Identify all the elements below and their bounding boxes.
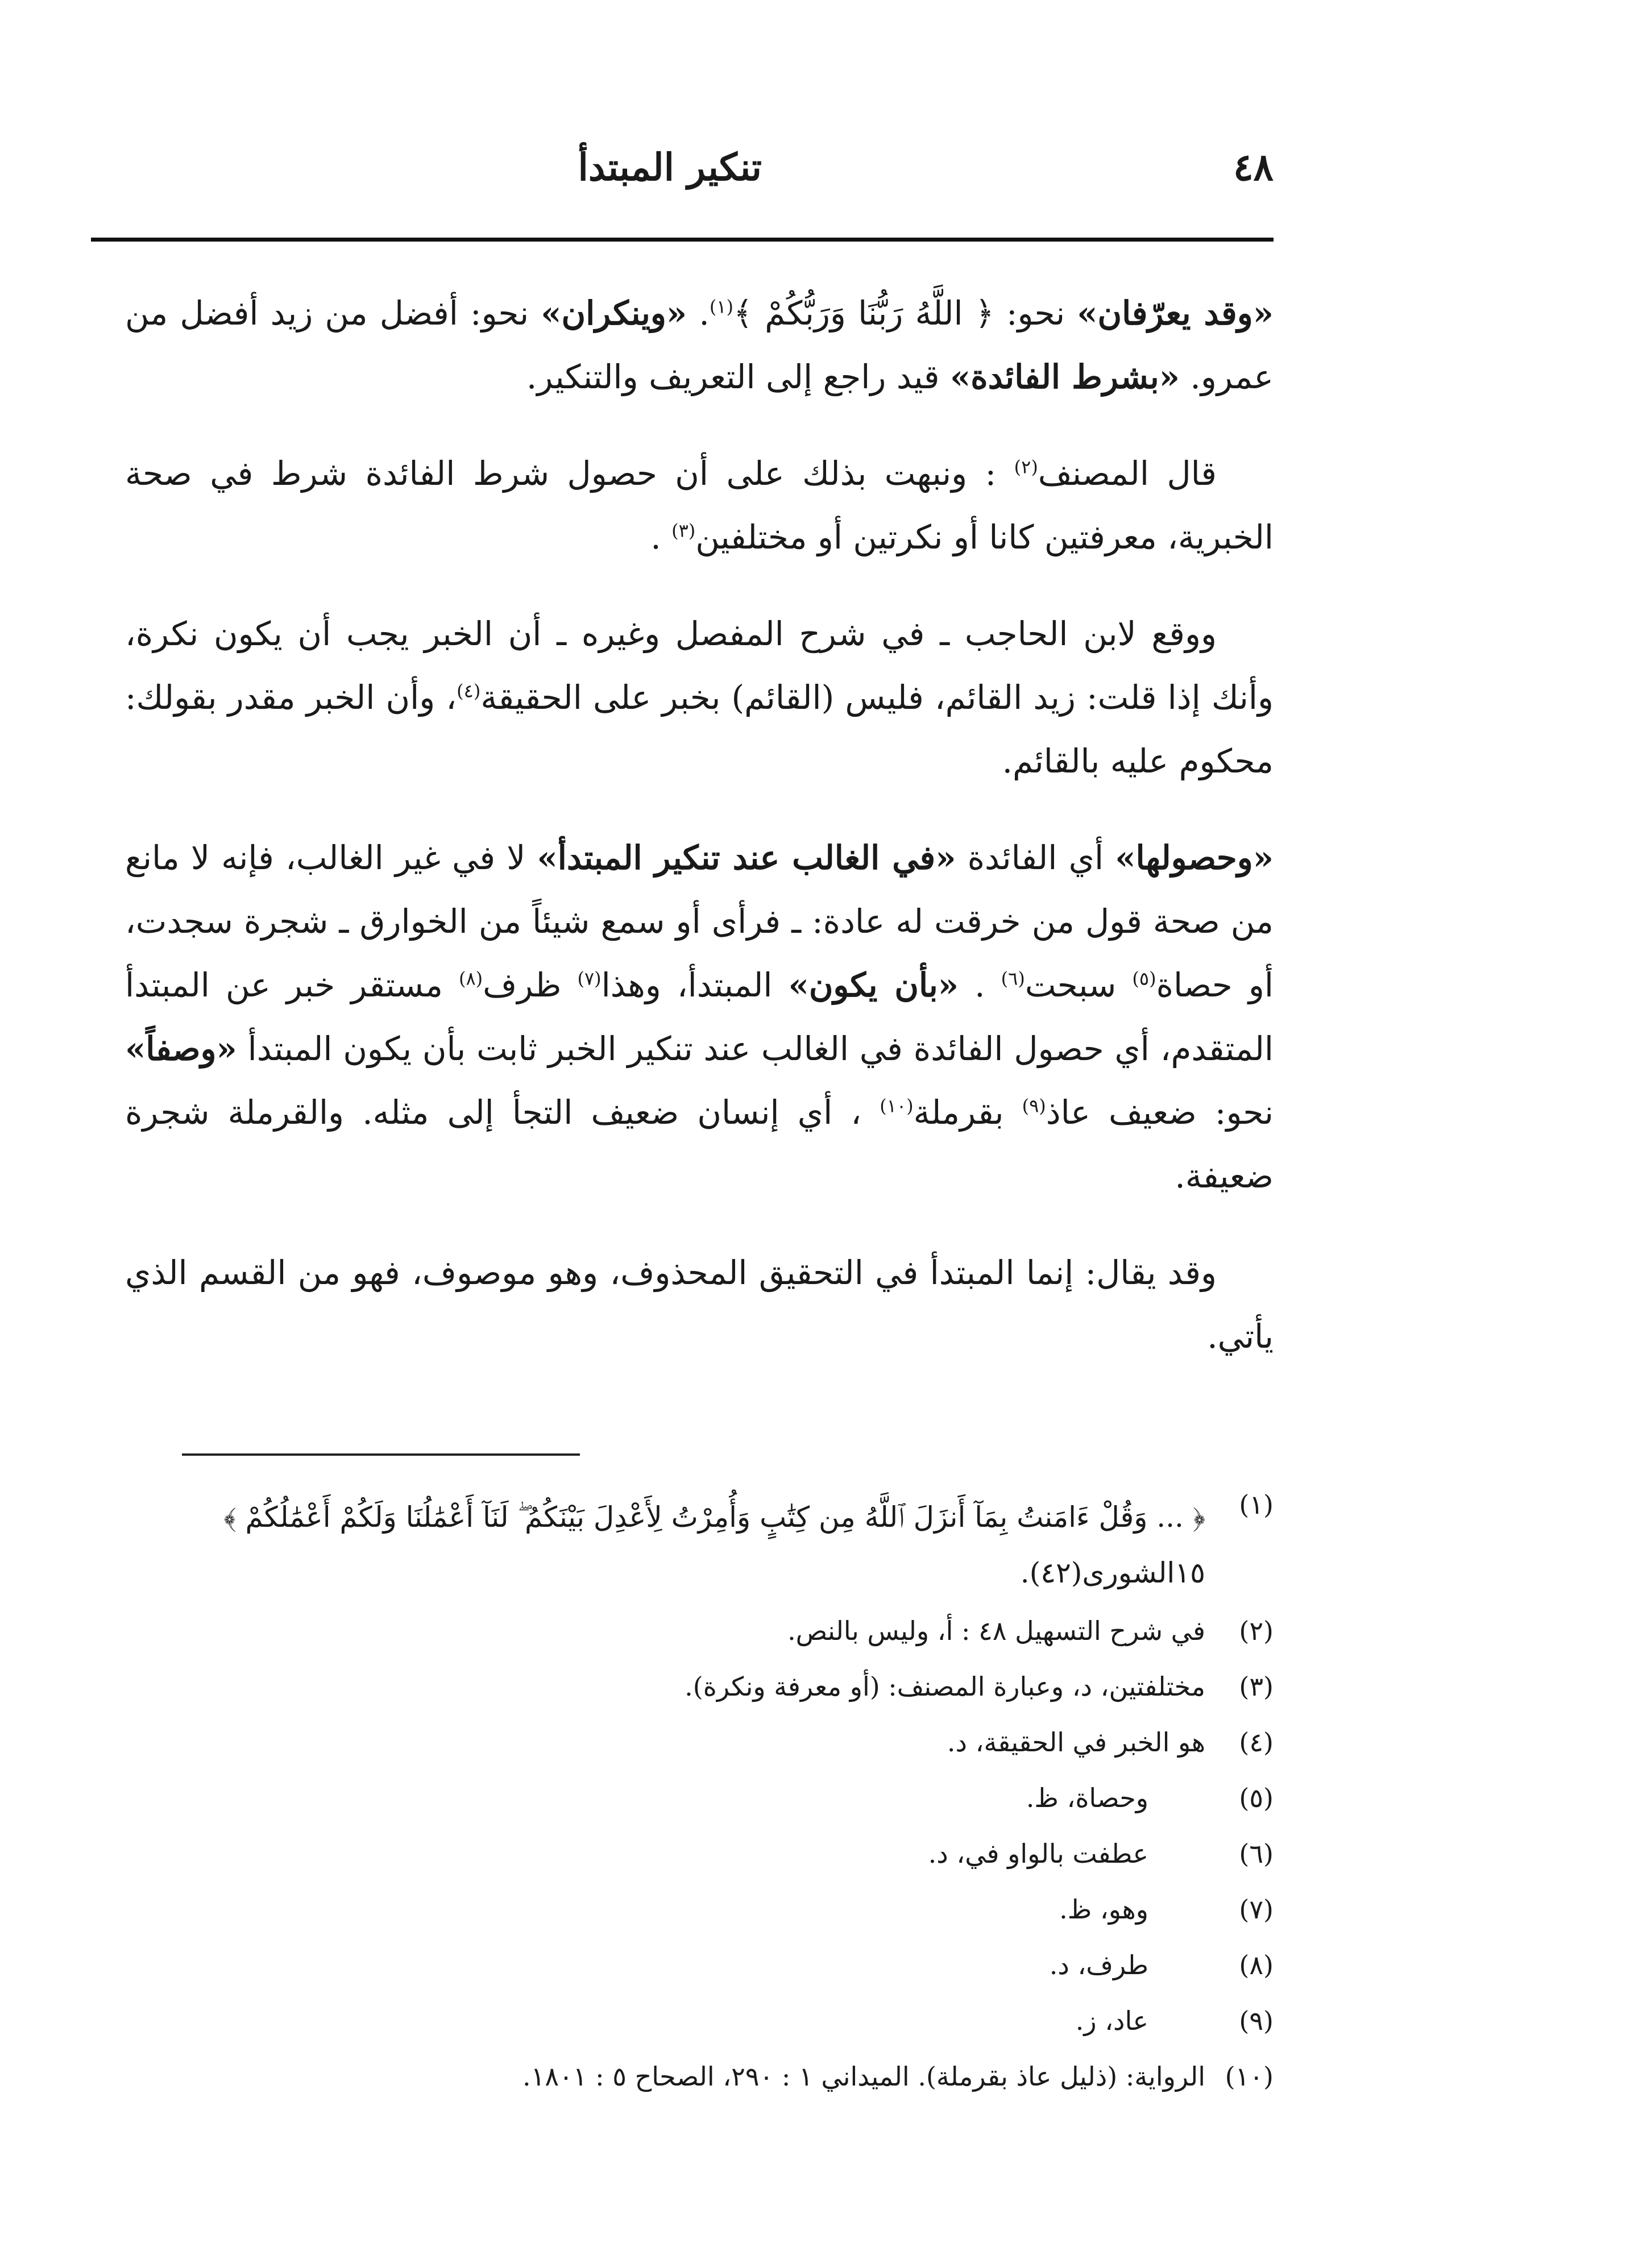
footnote-text: عطفت بالواو في، د.	[928, 1838, 1148, 1869]
bold-text-run: «في الغالب عند تنكير المبتدأ»	[537, 838, 956, 877]
text-run: .	[687, 294, 710, 333]
footnote-text: الرواية: (ذليل عاذ بقرملة). الميداني ١ : ٢٩٠، الصحاح ٥ : ١٨٠١.	[522, 2061, 1205, 2092]
footnote	[125, 1659, 1274, 1714]
text-run: ظرف	[483, 966, 578, 1004]
footnote-number: (٨)	[1239, 1950, 1274, 1980]
footnote-ref: (٢)	[1014, 456, 1038, 478]
footnote-text: وحصاة، ظ.	[1026, 1783, 1148, 1813]
footnote-ref: (٤)	[457, 680, 481, 702]
text-run: نحو: ضعيف عاذ	[1046, 1093, 1274, 1132]
paragraph	[125, 442, 1274, 569]
text-run: : ونبهت بذلك على أن حصول شرط الفائدة شرط في صحة الخبرية، معرفتين كانا أو نكرتين أو مختلفين	[125, 454, 1274, 556]
footnote-number: (٢)	[1239, 1615, 1274, 1646]
footnote-ref: (٥)	[1132, 967, 1156, 990]
bold-text-run: «وحصولها»	[1115, 838, 1274, 877]
text-run: ووقع لابن الحاجب ـ في شرح المفصل وغيره ـ أن الخبر يجب أن يكون نكرة، وأنك إذا قلت: زيد القائم، فليس (القائم) بخبر على الحقيقة	[125, 614, 1274, 717]
footnote-ref: (٩)	[1022, 1095, 1046, 1117]
bold-text-run: «بشرط الفائدة»	[949, 358, 1180, 396]
footnote	[125, 1770, 1274, 1826]
text-run: أي الفائدة	[956, 838, 1115, 877]
footnote-text: هو الخبر في الحقيقة، د.	[947, 1727, 1205, 1758]
footnote-ref: (١٠)	[880, 1095, 914, 1117]
footnote-ref: (٣)	[671, 520, 696, 542]
footnote-number: (٣)	[1239, 1671, 1274, 1702]
text-run: ، أي إنسان ضعيف التجأ إلى مثله. والقرملة شجرة ضعيفة.	[125, 1093, 1274, 1195]
footnote-text: في شرح التسهيل ٤٨ : أ، وليس بالنص.	[787, 1615, 1205, 1646]
running-title: تنكير المبتدأ	[578, 145, 762, 189]
paragraph	[125, 602, 1274, 793]
footnote-text: طرف، د.	[1049, 1950, 1148, 1980]
footnote-text: ﴿ ... وَقُلْ ءَامَنتُ بِمَآ أَنزَلَ ٱللَّهُ مِن كِتَٰبٍ وَأُمِرْتُ لِأَعْدِلَ بَيْنَكُمُ ۖ لَنَآ أَعْمَٰلُنَا وَلَكُمْ أَعْمَٰلُكُمْ ﴾ ١٥الشورى(٤٢).	[223, 1501, 1205, 1589]
footnote	[125, 1489, 1274, 1603]
text-run: المبتدأ، وهذا	[601, 966, 789, 1004]
footnote	[125, 1881, 1274, 1937]
text-run: نحو: أفضل من زيد أفضل من عمرو.	[125, 294, 1274, 396]
footnote-text: وهو، ظ.	[1059, 1894, 1148, 1925]
footnote-number: (٤)	[1239, 1727, 1274, 1758]
text-run: لا في غير الغالب، فإنه لا مانع من صحة قول من خرقت له عادة: ـ فرأى أو سمع شيئاً من الخوارق ـ شجرة سجدت، أو حصاة	[125, 838, 1274, 1004]
text-run: .	[959, 966, 1001, 1004]
page-number: ٤٨	[1233, 145, 1274, 189]
main-text	[125, 281, 1274, 1401]
footnote-number: (٩)	[1239, 2005, 1274, 2036]
bold-text-run: «وقد يعرّفان»	[1077, 294, 1274, 333]
header-rule	[91, 238, 1274, 242]
footnote	[125, 1937, 1274, 1993]
paragraph	[125, 1241, 1274, 1368]
text-run: قال المصنف	[1038, 454, 1217, 493]
footnote-text: مختلفتين، د، وعبارة المصنف: (أو معرفة ونكرة).	[685, 1671, 1205, 1702]
text-run: ، وأن الخبر مقدر بقولك: محكوم عليه بالقائم.	[125, 678, 1274, 780]
text-run: بقرملة	[913, 1093, 1022, 1132]
footnote-number: (٧)	[1239, 1894, 1274, 1925]
text-run: نحو: ﴿ اللَّهُ رَبُّنَا وَرَبُّكُمْ ﴾	[733, 294, 1077, 333]
footnote-ref: (٧)	[577, 967, 602, 990]
book-page	[91, 0, 1274, 2268]
bold-text-run: «وصفاً»	[125, 1029, 237, 1068]
footnote	[125, 1826, 1274, 1881]
footnote-ref: (٦)	[1001, 967, 1025, 990]
text-run: مستقر خبر عن المبتدأ المتقدم، أي حصول الفائدة في الغالب عند تنكير الخبر ثابت بأن يكون المبتدأ	[125, 966, 1274, 1068]
bold-text-run: «بأن يكون»	[788, 966, 959, 1004]
paragraph	[125, 281, 1274, 409]
footnote-number: (٦)	[1239, 1838, 1274, 1869]
page-header	[91, 145, 1274, 207]
footnote	[125, 1714, 1274, 1770]
footnote	[125, 1993, 1274, 2049]
footnote	[125, 2049, 1274, 2104]
text-run: قيد راجع إلى التعريف والتنكير.	[526, 358, 950, 396]
bold-text-run: «وينكران»	[541, 294, 687, 333]
text-run: وقد يقال: إنما المبتدأ في التحقيق المحذوف، وهو موصوف، فهو من القسم الذي يأتي.	[125, 1253, 1274, 1356]
text-run: .	[650, 518, 672, 556]
footnote-divider	[182, 1453, 580, 1456]
text-run: سبحت	[1025, 966, 1133, 1004]
footnote-text: عاد، ز.	[1075, 2005, 1148, 2036]
paragraph	[125, 826, 1274, 1208]
footnote-number: (١)	[1239, 1489, 1274, 1520]
footnote-number: (١٠)	[1225, 2061, 1274, 2092]
footnote-number: (٥)	[1239, 1783, 1274, 1813]
footnote	[125, 1603, 1274, 1659]
footnote-ref: (١)	[709, 296, 733, 318]
footnote-ref: (٨)	[458, 967, 483, 990]
footnotes	[125, 1489, 1274, 2104]
